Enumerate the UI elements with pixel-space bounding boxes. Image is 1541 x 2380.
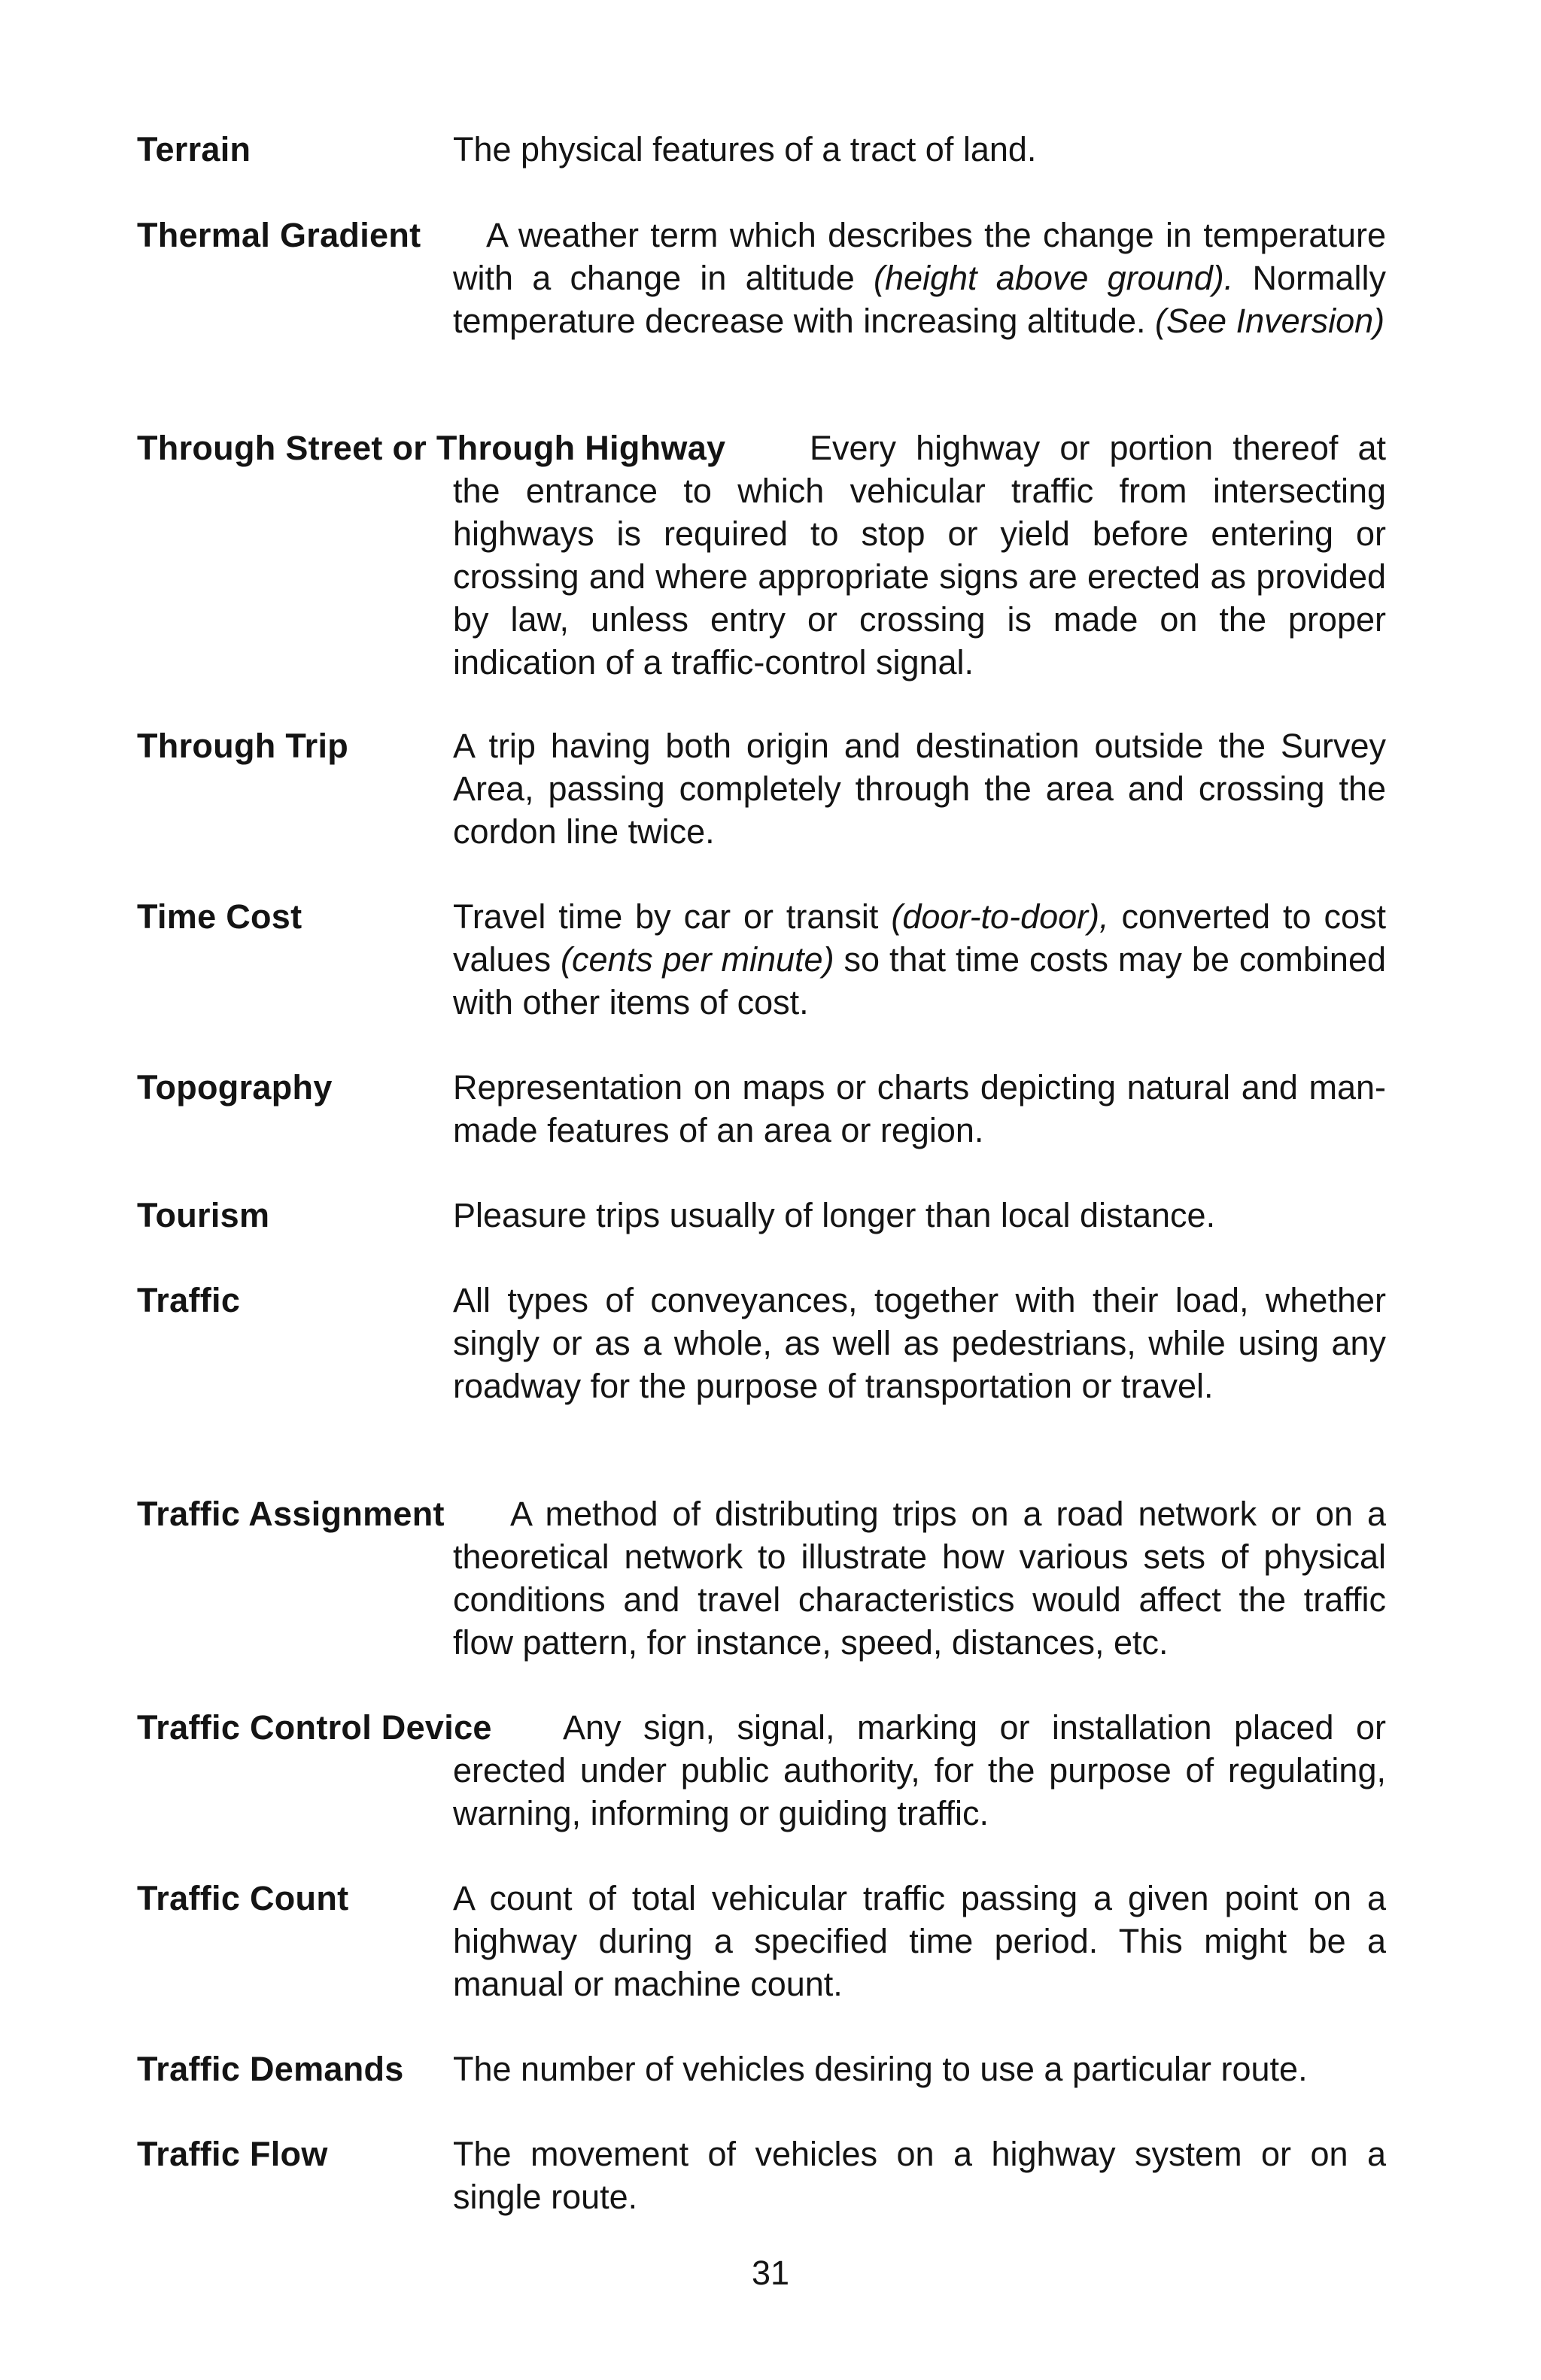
glossary-definition: Travel time by car or transit (door-to-door), converted to cost values (cents per minute) so that time costs may be combined with other items of cost.: [453, 897, 1386, 1022]
glossary-definition: A method of distributing trips on a road network or on a theoretical network to illustrate how various sets of physical conditions and travel characteristics would affect the traffic flow pattern, for instance, speed, distances, etc.: [453, 1495, 1386, 1662]
glossary-entry: [137, 895, 1386, 1024]
glossary-term: Topography: [137, 1068, 333, 1107]
glossary-term: Terrain: [137, 130, 251, 168]
glossary-entry: [137, 724, 1386, 853]
glossary-entry: [137, 1877, 1386, 2005]
page-number: 31: [751, 2254, 790, 2292]
glossary-definition: All types of conveyances, together with their load, whether singly or as a whole, as well as pedestrians, while using any roadway for the purpose of transportation or travel.: [453, 1281, 1386, 1405]
glossary-entry: [137, 214, 1386, 342]
glossary-definition: Every highway or portion thereof at the entrance to which vehicular traffic from intersecting highways is required to stop or yield before entering or crossing and where appropriate signs are erected as provided by law, unless entry or crossing is made on the proper indication of a traffic-control signal.: [453, 429, 1386, 682]
glossary-entry: [137, 1706, 1386, 1835]
glossary-term: Traffic Assignment: [137, 1495, 445, 1533]
glossary-definition: Pleasure trips usually of longer than local distance.: [453, 1196, 1216, 1234]
glossary-entry: [137, 2048, 1386, 2090]
glossary-definition: The number of vehicles desiring to use a particular route.: [453, 2050, 1308, 2088]
glossary-definition: The physical features of a tract of land.: [453, 130, 1037, 168]
glossary-definition: Any sign, signal, marking or installation placed or erected under public authority, for the purpose of regulating, warning, informing or guiding traffic.: [453, 1708, 1386, 1832]
glossary-term: Traffic Demands: [137, 2050, 404, 2088]
glossary-entry: [137, 1492, 1386, 1664]
glossary-entry: [137, 1194, 1386, 1237]
glossary-entry: [137, 128, 1386, 171]
glossary-term: Tourism: [137, 1196, 270, 1234]
glossary-definition: The movement of vehicles on a highway system or on a single route.: [453, 2135, 1386, 2216]
glossary-definition: A count of total vehicular traffic passing a given point on a highway during a specified time period. This might be a manual or machine count.: [453, 1879, 1386, 2003]
glossary-entry: [137, 1279, 1386, 1407]
glossary-term: Traffic Control Device: [137, 1708, 492, 1747]
glossary-entry: [137, 2133, 1386, 2218]
glossary-term: Traffic Flow: [137, 2135, 328, 2173]
glossary-term: Traffic Count: [137, 1879, 349, 1917]
glossary-term: Through Trip: [137, 727, 349, 765]
glossary-definition: A trip having both origin and destination outside the Survey Area, passing completely through the area and crossing the cordon line twice.: [453, 727, 1386, 851]
glossary-definition: A weather term which describes the change in temperature with a change in altitude (height above ground). Normally temperature decrease with increasing altitude. (See Inversion): [453, 216, 1386, 340]
glossary-definition: Representation on maps or charts depicting natural and man-made features of an area or region.: [453, 1068, 1386, 1149]
glossary-entry: [137, 1066, 1386, 1152]
glossary-entry: [137, 427, 1386, 684]
glossary-term: Thermal Gradient: [137, 216, 421, 254]
glossary-term: Time Cost: [137, 897, 302, 936]
glossary-term: Through Street or Through Highway: [137, 429, 726, 467]
glossary-term: Traffic: [137, 1281, 241, 1319]
